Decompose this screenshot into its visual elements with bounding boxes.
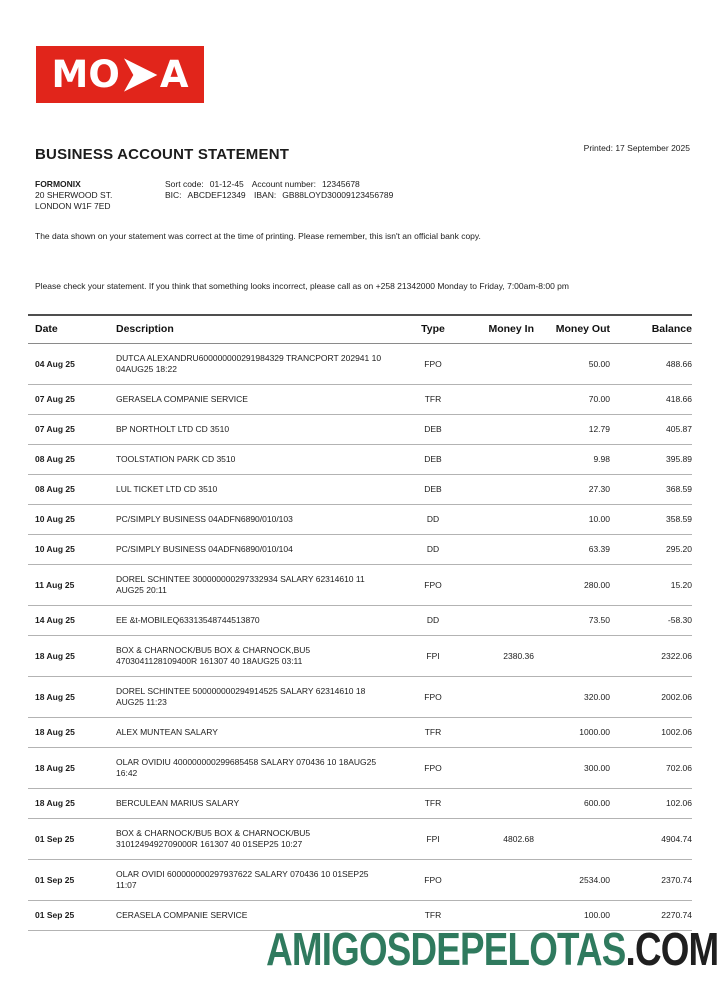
table-row bbox=[28, 344, 692, 385]
column-header-date: Date bbox=[28, 315, 116, 344]
bank-logo bbox=[36, 46, 204, 103]
transactions-table-header bbox=[28, 315, 692, 344]
account-details-row1 bbox=[165, 179, 393, 190]
transaction-description: GERASELA COMPANIE SERVICE bbox=[116, 385, 404, 415]
transaction-type: DD bbox=[404, 535, 462, 565]
transaction-date: 08 Aug 25 bbox=[28, 475, 116, 505]
transaction-date: 18 Aug 25 bbox=[28, 677, 116, 718]
transaction-money-out: 9.98 bbox=[534, 445, 610, 475]
account-address-line2: LONDON W1F 7ED bbox=[35, 201, 111, 211]
transaction-description: CERASELA COMPANIE SERVICE bbox=[116, 901, 404, 931]
transaction-money-out: 27.30 bbox=[534, 475, 610, 505]
transaction-money-out: 1000.00 bbox=[534, 718, 610, 748]
transaction-money-in bbox=[462, 445, 534, 475]
transaction-description: OLAR OVIDIU 400000000299685458 SALARY 070436 10 18AUG25 16:42 bbox=[116, 748, 404, 789]
table-row bbox=[28, 535, 692, 565]
transaction-type: FPI bbox=[404, 819, 462, 860]
transaction-money-in bbox=[462, 535, 534, 565]
transaction-type: FPO bbox=[404, 748, 462, 789]
transaction-description: BERCULEAN MARIUS SALARY bbox=[116, 789, 404, 819]
transaction-description: DOREL SCHINTEE 300000000297332934 SALARY 62314610 11 AUG25 20:11 bbox=[116, 565, 404, 606]
transaction-money-out: 2534.00 bbox=[534, 860, 610, 901]
transaction-balance: 295.20 bbox=[610, 535, 692, 565]
sort-code-label: Sort code: bbox=[165, 179, 204, 189]
transaction-money-out: 63.39 bbox=[534, 535, 610, 565]
transaction-type: DD bbox=[404, 606, 462, 636]
transaction-type: DEB bbox=[404, 415, 462, 445]
transaction-money-out: 320.00 bbox=[534, 677, 610, 718]
transaction-money-in bbox=[462, 860, 534, 901]
transaction-balance: 358.59 bbox=[610, 505, 692, 535]
account-number-value: 12345678 bbox=[321, 179, 360, 189]
table-row bbox=[28, 385, 692, 415]
transaction-balance: 1002.06 bbox=[610, 718, 692, 748]
table-row bbox=[28, 789, 692, 819]
transaction-balance: 702.06 bbox=[610, 748, 692, 789]
table-row bbox=[28, 445, 692, 475]
transaction-money-in bbox=[462, 385, 534, 415]
table-row bbox=[28, 505, 692, 535]
transaction-balance: 395.89 bbox=[610, 445, 692, 475]
transaction-description: PC/SIMPLY BUSINESS 04ADFN6890/010/103 bbox=[116, 505, 404, 535]
table-row bbox=[28, 677, 692, 718]
transaction-money-in bbox=[462, 718, 534, 748]
sort-code-value: 01-12-45 bbox=[209, 179, 244, 189]
account-details-block bbox=[165, 179, 393, 201]
transaction-date: 01 Sep 25 bbox=[28, 819, 116, 860]
transaction-money-in bbox=[462, 344, 534, 385]
bank-logo-text-mo: MO bbox=[51, 53, 120, 96]
transaction-balance: 2002.06 bbox=[610, 677, 692, 718]
account-holder-name: FORMONIX bbox=[35, 179, 81, 189]
transaction-money-out: 50.00 bbox=[534, 344, 610, 385]
transaction-date: 01 Sep 25 bbox=[28, 860, 116, 901]
transaction-date: 11 Aug 25 bbox=[28, 565, 116, 606]
transaction-balance: 4904.74 bbox=[610, 819, 692, 860]
column-header-balance: Balance bbox=[610, 315, 692, 344]
transaction-money-out bbox=[534, 819, 610, 860]
transaction-money-in bbox=[462, 505, 534, 535]
statement-notice-accuracy: The data shown on your statement was correct at the time of printing. Please remember, this isn't an official bank copy. bbox=[35, 231, 481, 241]
column-header-type: Type bbox=[404, 315, 462, 344]
iban-value: GB88LOYD30009123456789 bbox=[282, 190, 394, 200]
transaction-money-out: 100.00 bbox=[534, 901, 610, 931]
transaction-date: 07 Aug 25 bbox=[28, 415, 116, 445]
transaction-description: ALEX MUNTEAN SALARY bbox=[116, 718, 404, 748]
table-row bbox=[28, 718, 692, 748]
transaction-type: DEB bbox=[404, 475, 462, 505]
transaction-date: 18 Aug 25 bbox=[28, 636, 116, 677]
transaction-description: BOX & CHARNOCK/BU5 BOX & CHARNOCK,BU5 4703041128109400R 161307 40 18AUG25 03:11 bbox=[116, 636, 404, 677]
transaction-description: EE &t-MOBILEQ63313548744513870 bbox=[116, 606, 404, 636]
transaction-type: TFR bbox=[404, 385, 462, 415]
column-header-money-out: Money Out bbox=[534, 315, 610, 344]
transaction-description: TOOLSTATION PARK CD 3510 bbox=[116, 445, 404, 475]
transaction-description: BOX & CHARNOCK/BU5 BOX & CHARNOCK/BU5 3101249492709000R 161307 40 01SEP25 10:27 bbox=[116, 819, 404, 860]
transaction-date: 10 Aug 25 bbox=[28, 535, 116, 565]
arrow-z-icon bbox=[121, 53, 159, 97]
table-row bbox=[28, 860, 692, 901]
transaction-type: DEB bbox=[404, 445, 462, 475]
transaction-balance: 368.59 bbox=[610, 475, 692, 505]
page-title: BUSINESS ACCOUNT STATEMENT bbox=[35, 146, 290, 163]
transaction-description: PC/SIMPLY BUSINESS 04ADFN6890/010/104 bbox=[116, 535, 404, 565]
transaction-balance: 488.66 bbox=[610, 344, 692, 385]
bank-logo-text-a: A bbox=[159, 53, 189, 96]
transaction-money-out: 70.00 bbox=[534, 385, 610, 415]
transaction-type: DD bbox=[404, 505, 462, 535]
iban-label: IBAN: bbox=[254, 190, 277, 200]
statement-notice-contact: Please check your statement. If you think that something looks incorrect, please call as on +258 21342000 Monday to Friday, 7:00am-8:00 pm bbox=[35, 281, 569, 291]
table-row bbox=[28, 606, 692, 636]
transaction-type: FPO bbox=[404, 677, 462, 718]
transaction-balance: 2370.74 bbox=[610, 860, 692, 901]
transaction-date: 14 Aug 25 bbox=[28, 606, 116, 636]
transaction-date: 07 Aug 25 bbox=[28, 385, 116, 415]
transaction-description: DOREL SCHINTEE 500000000294914525 SALARY 62314610 18 AUG25 11:23 bbox=[116, 677, 404, 718]
table-row bbox=[28, 748, 692, 789]
transaction-money-in bbox=[462, 606, 534, 636]
table-row bbox=[28, 636, 692, 677]
transaction-type: TFR bbox=[404, 901, 462, 931]
account-address-line1: 20 SHERWOOD ST. bbox=[35, 190, 113, 200]
transaction-type: FPO bbox=[404, 860, 462, 901]
table-row bbox=[28, 475, 692, 505]
account-number-label: Account number: bbox=[251, 179, 316, 189]
transaction-balance: -58.30 bbox=[610, 606, 692, 636]
transaction-money-in bbox=[462, 748, 534, 789]
transaction-type: TFR bbox=[404, 718, 462, 748]
transaction-balance: 418.66 bbox=[610, 385, 692, 415]
watermark-suffix: .COM bbox=[625, 923, 718, 975]
account-details-row2 bbox=[165, 190, 393, 201]
transaction-date: 18 Aug 25 bbox=[28, 748, 116, 789]
transaction-type: FPO bbox=[404, 344, 462, 385]
transaction-type: TFR bbox=[404, 789, 462, 819]
transaction-money-out: 10.00 bbox=[534, 505, 610, 535]
transaction-balance: 2270.74 bbox=[610, 901, 692, 931]
transaction-money-out bbox=[534, 636, 610, 677]
column-header-money-in: Money In bbox=[462, 315, 534, 344]
transaction-type: FPI bbox=[404, 636, 462, 677]
transaction-date: 04 Aug 25 bbox=[28, 344, 116, 385]
transaction-date: 18 Aug 25 bbox=[28, 789, 116, 819]
transaction-date: 18 Aug 25 bbox=[28, 718, 116, 748]
transaction-type: FPO bbox=[404, 565, 462, 606]
table-row bbox=[28, 415, 692, 445]
statement-table-body bbox=[28, 344, 692, 931]
transaction-balance: 102.06 bbox=[610, 789, 692, 819]
transaction-money-out: 600.00 bbox=[534, 789, 610, 819]
column-header-description: Description bbox=[116, 315, 404, 344]
transaction-date: 01 Sep 25 bbox=[28, 901, 116, 931]
transaction-money-in bbox=[462, 789, 534, 819]
table-row bbox=[28, 819, 692, 860]
site-watermark bbox=[265, 923, 718, 975]
transaction-money-out: 300.00 bbox=[534, 748, 610, 789]
bic-value: ABCDEF12349 bbox=[187, 190, 246, 200]
transaction-money-in: 2380.36 bbox=[462, 636, 534, 677]
transaction-description: LUL TICKET LTD CD 3510 bbox=[116, 475, 404, 505]
transaction-balance: 2322.06 bbox=[610, 636, 692, 677]
transaction-date: 08 Aug 25 bbox=[28, 445, 116, 475]
account-holder-block bbox=[35, 179, 112, 212]
transactions-table bbox=[28, 314, 692, 931]
transaction-money-out: 73.50 bbox=[534, 606, 610, 636]
table-row bbox=[28, 565, 692, 606]
transaction-balance: 15.20 bbox=[610, 565, 692, 606]
transaction-description: OLAR OVIDI 600000000297937622 SALARY 070436 10 01SEP25 11:07 bbox=[116, 860, 404, 901]
transaction-description: BP NORTHOLT LTD CD 3510 bbox=[116, 415, 404, 445]
bic-label: BIC: bbox=[165, 190, 182, 200]
printed-date: Printed: 17 September 2025 bbox=[583, 143, 690, 153]
transaction-money-out: 280.00 bbox=[534, 565, 610, 606]
transaction-money-in bbox=[462, 475, 534, 505]
transaction-balance: 405.87 bbox=[610, 415, 692, 445]
transaction-date: 10 Aug 25 bbox=[28, 505, 116, 535]
transaction-money-in bbox=[462, 415, 534, 445]
transaction-description: DUTCA ALEXANDRU600000000291984329 TRANCPORT 202941 10 04AUG25 18:22 bbox=[116, 344, 404, 385]
transaction-money-in bbox=[462, 677, 534, 718]
transaction-money-in bbox=[462, 565, 534, 606]
transaction-money-in: 4802.68 bbox=[462, 819, 534, 860]
watermark-primary: AMIGOSDEPELOTAS bbox=[265, 923, 626, 975]
transaction-money-out: 12.79 bbox=[534, 415, 610, 445]
